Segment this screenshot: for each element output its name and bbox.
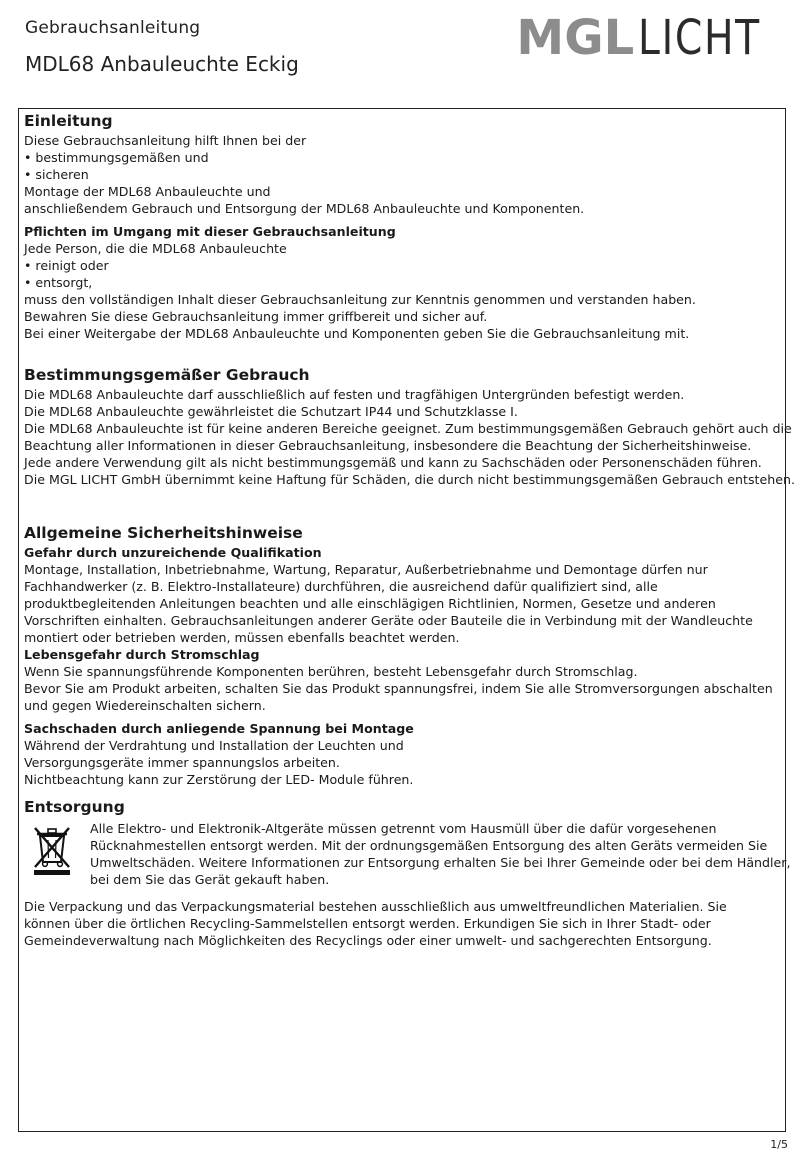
einleitung-text: [24, 132, 794, 217]
section-heading-einleitung: Einleitung: [24, 112, 113, 130]
text-line: anschließendem Gebrauch und Entsorgung der MDL68 Anbauleuchte und Komponenten.: [24, 201, 585, 216]
text-line: Die Verpackung und das Verpackungsmaterial bestehen ausschließlich aus umweltfreundlichen Materialien. Sie: [24, 899, 727, 914]
subheading-qualifikation: Gefahr durch unzureichende Qualifikation: [24, 545, 322, 560]
text-line: Die MDL68 Anbauleuchte gewährleistet die Schutzart IP44 und Schutzklasse I.: [24, 404, 518, 419]
text-line: Fachhandwerker (z. B. Elektro-Installateure) durchführen, die ausreichend dafür qualifiziert sind, alle: [24, 579, 658, 594]
text-line: muss den vollständigen Inhalt dieser Gebrauchsanleitung zur Kenntnis genommen und verstanden haben.: [24, 292, 696, 307]
qualifikation-text: [24, 561, 794, 646]
text-line: Wenn Sie spannungsführende Komponenten berühren, besteht Lebensgefahr durch Stromschlag.: [24, 664, 638, 679]
text-line: bei dem Sie das Gerät gekauft haben.: [90, 872, 330, 887]
subheading-stromschlag: Lebensgefahr durch Stromschlag: [24, 647, 260, 662]
text-line: • bestimmungsgemäßen und: [24, 150, 209, 165]
text-line: Die MGL LICHT GmbH übernimmt keine Haftung für Schäden, die durch nicht bestimmungsgemäßen Gebrauch entstehen.: [24, 472, 795, 487]
text-line: Alle Elektro- und Elektronik-Altgeräte müssen getrennt vom Hausmüll über die dafür vorgesehenen: [90, 821, 717, 836]
logo-strong: MGL: [516, 10, 635, 66]
text-line: Jede andere Verwendung gilt als nicht bestimmungsgemäß und kann zu Sachschäden oder Personenschäden führen.: [24, 455, 762, 470]
gebrauch-text: [24, 386, 794, 488]
text-line: • reinigt oder: [24, 258, 109, 273]
text-line: produktbegleitenden Anleitungen beachten und alle einschlägigen Richtlinien, Normen, Gesetze und anderen: [24, 596, 716, 611]
text-line: Bewahren Sie diese Gebrauchsanleitung immer griffbereit und sicher auf.: [24, 309, 488, 324]
text-line: Bevor Sie am Produkt arbeiten, schalten Sie das Produkt spannungsfrei, indem Sie alle Stromversorgungen abschalten: [24, 681, 773, 696]
text-line: Bei einer Weitergabe der MDL68 Anbauleuchte und Komponenten geben Sie die Gebrauchsanleitung mit.: [24, 326, 690, 341]
subheading-sachschaden: Sachschaden durch anliegende Spannung bei Montage: [24, 721, 414, 736]
disposal-block: [24, 820, 794, 888]
text-line: können über die örtlichen Recycling-Sammelstellen entsorgt werden. Erkundigen Sie sich in Ihrer Stadt- oder: [24, 916, 711, 931]
doc-type: Gebrauchsanleitung: [25, 18, 201, 38]
text-line: Diese Gebrauchsanleitung hilft Ihnen bei der: [24, 133, 307, 148]
subheading-pflichten: Pflichten im Umgang mit dieser Gebrauchsanleitung: [24, 224, 396, 239]
weee-crossed-bin-icon: [30, 822, 74, 876]
text-line: Montage, Installation, Inbetriebnahme, Wartung, Reparatur, Außerbetriebnahme und Demontage dürfen nur: [24, 562, 708, 577]
stromschlag-text: [24, 663, 794, 714]
text-line: montiert oder betrieben werden, müssen ebenfalls beachtet werden.: [24, 630, 460, 645]
text-line: Umweltschäden. Weitere Informationen zur Entsorgung erhalten Sie bei Ihrer Gemeinde oder bei dem Händler,: [90, 855, 791, 870]
text-line: Während der Verdrahtung und Installation der Leuchten und: [24, 738, 404, 753]
section-heading-entsorgung: Entsorgung: [24, 798, 125, 816]
text-line: • entsorgt,: [24, 275, 93, 290]
text-line: Nichtbeachtung kann zur Zerstörung der LED- Module führen.: [24, 772, 414, 787]
text-line: Vorschriften einhalten. Gebrauchsanleitungen anderer Geräte oder Bauteile die in Verbindung mit der Wandleuchte: [24, 613, 753, 628]
text-line: Versorgungsgeräte immer spannungslos arbeiten.: [24, 755, 340, 770]
text-line: und gegen Wiedereinschalten sichern.: [24, 698, 266, 713]
sachschaden-text: [24, 737, 794, 788]
disposal-icon-text: [90, 820, 794, 888]
text-line: Gemeindeverwaltung nach Möglichkeiten des Recyclings oder einer umwelt- und sachgerechten Entsorgung.: [24, 933, 712, 948]
brand-logo: [516, 12, 788, 64]
text-line: Die MDL68 Anbauleuchte ist für keine anderen Bereiche geeignet. Zum bestimmungsgemäßen Gebrauch gehört auch die: [24, 421, 792, 436]
doc-title: MDL68 Anbauleuchte Eckig: [25, 52, 299, 76]
verpackung-text: [24, 898, 794, 949]
section-heading-sicherheit: Allgemeine Sicherheitshinweise: [24, 524, 303, 542]
text-line: Die MDL68 Anbauleuchte darf ausschließlich auf festen und tragfähigen Untergründen befestigt werden.: [24, 387, 685, 402]
text-line: • sicheren: [24, 167, 89, 182]
page-number: 1/5: [770, 1138, 788, 1151]
text-line: Rücknahmestellen entsorgt werden. Mit der ordnungsgemäßen Entsorgung des alten Geräts vermeiden Sie: [90, 838, 768, 853]
text-line: Beachtung aller Informationen in dieser Gebrauchsanleitung, insbesondere die Beachtung der Sicherheitshinweise.: [24, 438, 752, 453]
pflichten-text: [24, 240, 794, 342]
content: [24, 110, 794, 949]
text-line: Jede Person, die die MDL68 Anbauleuchte: [24, 241, 287, 256]
section-heading-gebrauch: Bestimmungsgemäßer Gebrauch: [24, 366, 310, 384]
text-line: Montage der MDL68 Anbauleuchte und: [24, 184, 271, 199]
logo-light: LICHT: [638, 10, 762, 66]
